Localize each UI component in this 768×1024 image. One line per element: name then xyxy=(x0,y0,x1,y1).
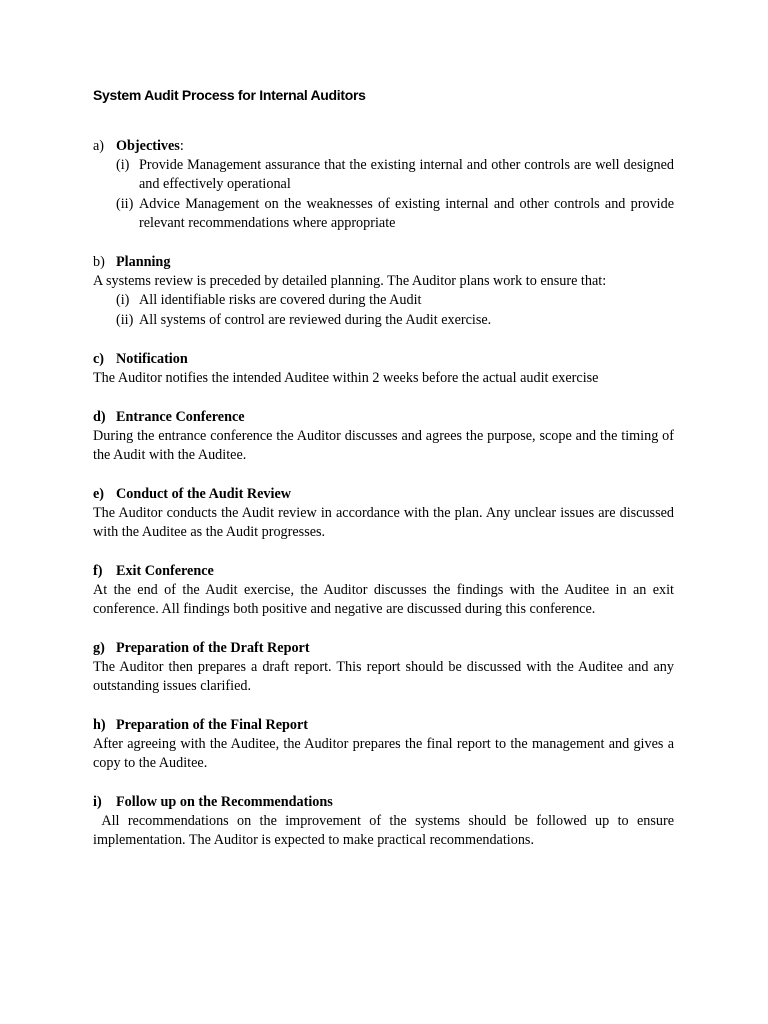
document-title: System Audit Process for Internal Auditors xyxy=(93,87,366,103)
section-heading xyxy=(93,793,674,812)
section-heading-text: Planning xyxy=(116,254,171,270)
section-heading-text: Notification xyxy=(116,351,188,367)
section-body: After agreeing with the Auditee, the Auditor prepares the final report to the management and gives a copy to the Auditee. xyxy=(93,736,674,772)
list-item xyxy=(93,156,674,194)
section-heading xyxy=(93,639,674,658)
section-heading-text: Entrance Conference xyxy=(116,409,245,425)
heading-colon: : xyxy=(179,138,184,154)
section-heading xyxy=(93,253,674,272)
section-body: During the entrance conference the Auditor discusses and agrees the purpose, scope and the timing of the Audit with the Auditee. xyxy=(93,428,674,464)
section-heading-text: Exit Conference xyxy=(116,563,214,579)
section-body: The Auditor conducts the Audit review in accordance with the plan. Any unclear issues are discussed with the Auditee as the Audit progresses. xyxy=(93,505,674,541)
section-body: A systems review is preceded by detailed planning. The Auditor plans work to ensure that: xyxy=(93,273,607,290)
section-marker: f) xyxy=(93,563,103,579)
list-item-text: Provide Management assurance that the existing internal and other controls are well designed and effectively operational xyxy=(139,157,674,193)
section-objectives xyxy=(93,137,674,233)
section-body: The Auditor notifies the intended Auditee within 2 weeks before the actual audit exercise xyxy=(93,370,599,387)
list-item-number: (i) xyxy=(116,292,130,309)
list-item-text: All identifiable risks are covered during the Audit xyxy=(139,292,422,309)
section-heading xyxy=(93,408,674,427)
section-exit-conference xyxy=(93,562,674,620)
section-body: All recommendations on the improvement of the systems should be followed up to ensure implementation. The Auditor is expected to make practical recommendations. xyxy=(93,813,674,849)
list-item-text: All systems of control are reviewed during the Audit exercise. xyxy=(139,311,492,328)
list-item xyxy=(93,311,674,330)
list-item xyxy=(93,195,674,233)
section-body: At the end of the Audit exercise, the Auditor discusses the findings with the Auditee in an exit conference. All findings both positive and negative are discussed during this conference. xyxy=(93,582,674,618)
section-heading-text: Objectives xyxy=(116,138,180,154)
section-marker: d) xyxy=(93,409,106,425)
section-follow-up xyxy=(93,793,674,851)
list-item xyxy=(93,291,674,310)
section-conduct-audit-review xyxy=(93,485,674,543)
section-entrance-conference xyxy=(93,408,674,466)
section-final-report xyxy=(93,716,674,774)
section-heading-text: Preparation of the Final Report xyxy=(116,717,309,733)
section-heading-text: Conduct of the Audit Review xyxy=(116,486,291,502)
section-marker: h) xyxy=(93,717,106,733)
section-heading xyxy=(93,562,674,581)
section-heading-text: Preparation of the Draft Report xyxy=(116,640,310,656)
section-heading xyxy=(93,716,674,735)
section-marker: e) xyxy=(93,486,105,502)
section-heading xyxy=(93,137,674,156)
section-marker: g) xyxy=(93,640,105,656)
list-item-text: Advice Management on the weaknesses of existing internal and other controls and provide relevant recommendations where appropriate xyxy=(139,195,674,231)
list-item-number: (i) xyxy=(116,157,130,174)
section-marker: a) xyxy=(93,138,105,154)
section-heading-text: Follow up on the Recommendations xyxy=(116,794,333,810)
section-marker: c) xyxy=(93,351,105,367)
section-heading xyxy=(93,350,674,369)
section-marker: i) xyxy=(93,794,102,810)
section-marker: b) xyxy=(93,254,105,270)
list-item-number: (ii) xyxy=(116,195,134,212)
section-planning xyxy=(93,253,674,330)
section-draft-report xyxy=(93,639,674,697)
list-item-number: (ii) xyxy=(116,311,134,328)
section-notification xyxy=(93,350,674,388)
section-heading xyxy=(93,485,674,504)
section-body: The Auditor then prepares a draft report. This report should be discussed with the Auditee and any outstanding issues clarified. xyxy=(93,659,674,695)
